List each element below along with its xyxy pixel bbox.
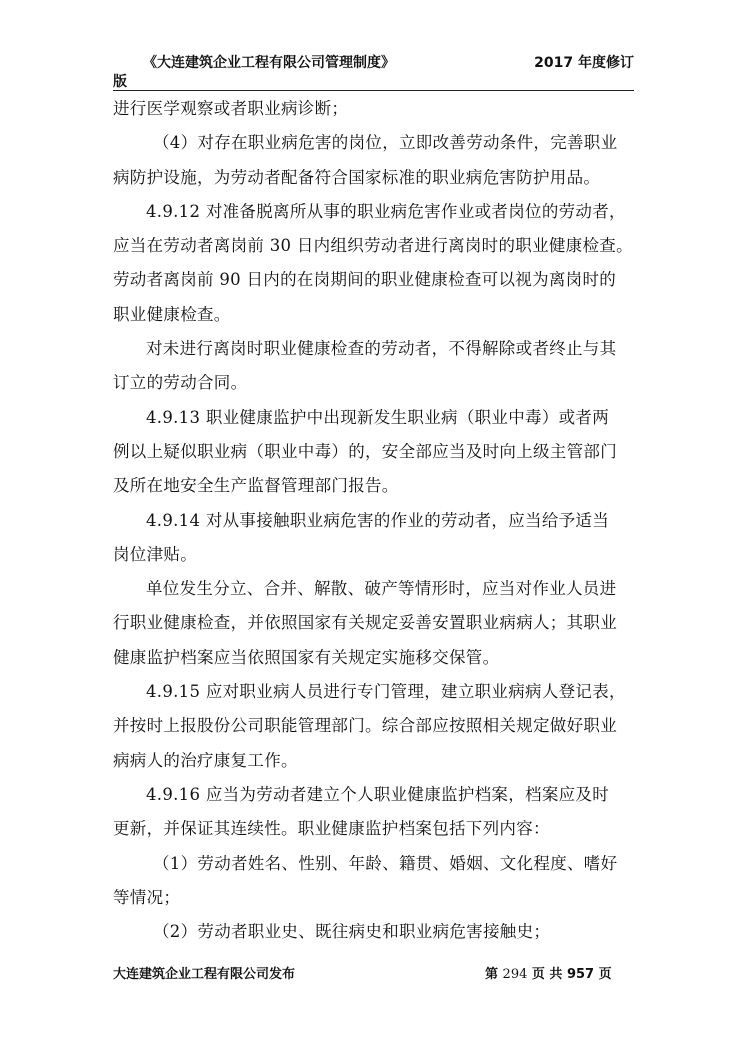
current-page-number: 294 bbox=[502, 967, 528, 982]
text-line: 4.9.15 应对职业病人员进行专门管理，建立职业病病人登记表， bbox=[146, 682, 626, 702]
header-divider bbox=[113, 90, 634, 91]
page-header bbox=[113, 52, 634, 92]
text-line: 岗位津贴。 bbox=[113, 544, 197, 564]
text-line: 等情况； bbox=[113, 887, 181, 907]
text-line: 职业健康检查。 bbox=[113, 304, 231, 324]
publisher-label: 大连建筑企业工程有限公司发布 bbox=[113, 967, 296, 982]
text-line: 4.9.16 应当为劳动者建立个人职业健康监护档案，档案应及时 bbox=[146, 784, 610, 804]
text-line: 应当在劳动者离岗前 30 日内组织劳动者进行离岗时的职业健康检查。 bbox=[113, 236, 633, 256]
document-title: 《大连建筑企业工程有限公司管理制度》 bbox=[143, 55, 395, 71]
text-line: 单位发生分立、合并、解散、破产等情形时，应当对作业人员进 bbox=[146, 579, 617, 599]
text-line: 订立的劳动合同。 bbox=[113, 373, 248, 393]
revision-label: 2017 年度修订 bbox=[534, 55, 634, 71]
page-mid: 页 共 bbox=[531, 967, 563, 982]
page-counter bbox=[485, 963, 612, 982]
page-suffix: 页 bbox=[598, 967, 612, 982]
page-prefix: 第 bbox=[485, 967, 499, 982]
text-line: 病病人的治疗康复工作。 bbox=[113, 750, 298, 770]
text-line: 对未进行离岗时职业健康检查的劳动者，不得解除或者终止与其 bbox=[146, 339, 617, 359]
total-pages-number: 957 bbox=[566, 967, 595, 982]
text-line: （1）劳动者姓名、性别、年龄、籍贯、婚姻、文化程度、嗜好 bbox=[153, 853, 618, 873]
text-line: 例以上疑似职业病（职业中毒）的，安全部应当及时向上级主管部门 bbox=[113, 441, 617, 461]
text-line: 及所在地安全生产监督管理部门报告。 bbox=[113, 476, 399, 496]
text-line: 病防护设施，为劳动者配备符合国家标准的职业病危害防护用品。 bbox=[113, 167, 601, 187]
revision-label-wrap: 版 bbox=[113, 74, 127, 90]
text-line: （4）对存在职业病危害的岗位，立即改善劳动条件，完善职业 bbox=[153, 133, 618, 153]
text-line: 4.9.13 职业健康监护中出现新发生职业病（职业中毒）或者两 bbox=[146, 407, 610, 427]
page-footer bbox=[113, 963, 634, 983]
text-line: 行职业健康检查，并依照国家有关规定妥善安置职业病病人；其职业 bbox=[113, 613, 617, 633]
text-line: 劳动者离岗前 90 日内的在岗期间的职业健康检查可以视为离岗时的 bbox=[113, 270, 617, 290]
text-line: 并按时上报股份公司职能管理部门。综合部应按照相关规定做好职业 bbox=[113, 716, 617, 736]
text-line: （2）劳动者职业史、既往病史和职业病危害接触史； bbox=[153, 922, 551, 942]
text-line: 健康监护档案应当依照国家有关规定实施移交保管。 bbox=[113, 647, 500, 667]
text-line: 进行医学观察或者职业病诊断； bbox=[113, 99, 349, 118]
document-body bbox=[113, 92, 641, 949]
text-line: 4.9.14 对从事接触职业病危害的作业的劳动者，应当给予适当 bbox=[146, 510, 610, 530]
text-line: 4.9.12 对准备脱离所从事的职业病危害作业或者岗位的劳动者， bbox=[146, 201, 626, 221]
text-line: 更新，并保证其连续性。职业健康监护档案包括下列内容： bbox=[113, 819, 550, 839]
